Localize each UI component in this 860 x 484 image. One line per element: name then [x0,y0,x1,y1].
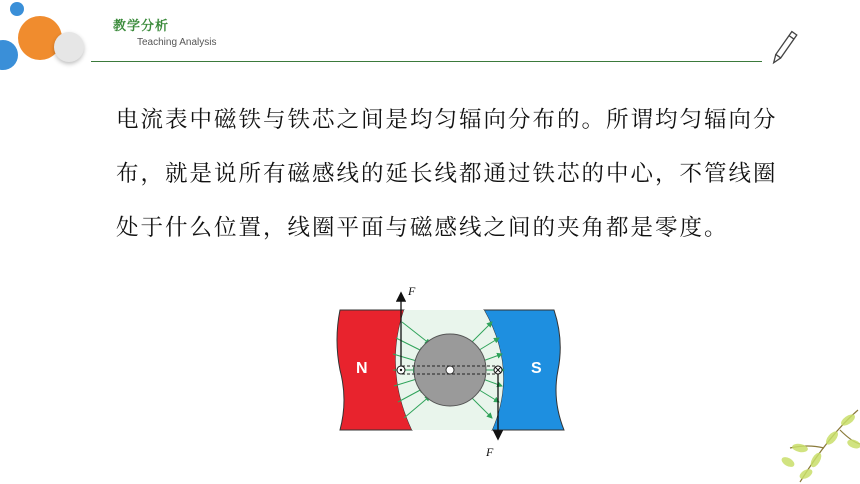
branch-decoration [770,404,860,484]
pencil-icon [768,28,800,68]
force-top-label: F [408,284,416,298]
body-paragraph: 电流表中磁铁与铁芯之间是均匀辐向分布的。所谓均匀辐向分布，就是说所有磁感线的延长线都通过铁芯的中心，不管线圈处于什么位置，线圈平面与磁感线之间的夹角都是零度。 [116,107,778,241]
section-subtitle: Teaching Analysis [137,37,217,48]
north-label: N [356,360,368,377]
blue-circle [0,40,18,70]
gray-circle [54,32,84,62]
section-title: 教学分析 [113,19,170,34]
small-blue-circle [10,2,24,16]
force-bottom-label: F [486,445,494,459]
header-divider [91,61,762,62]
south-label: S [531,360,542,377]
